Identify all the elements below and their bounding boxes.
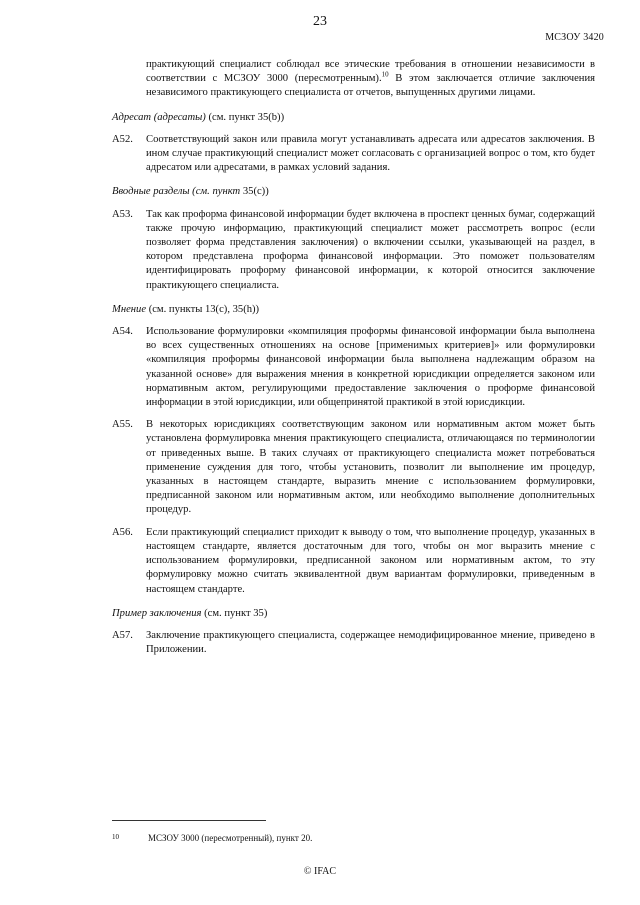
footnote-text: МСЗОУ 3000 (пересмотренный), пункт 20.	[148, 833, 313, 843]
paragraph-a55	[112, 418, 595, 517]
paragraph-a57	[112, 629, 595, 657]
paragraph-number: A56.	[112, 526, 133, 538]
intro-text-continued: В этом заключается отличие заключения независимого практикующего специалиста от отчетов, выпущенных другими лицами.	[146, 73, 595, 99]
heading-ref: (см. пункты 13(c), 35(h))	[146, 303, 260, 315]
paragraph-text: Заключение практикующего специалиста, содержащее немодифицированное мнение, приведено в Приложении.	[146, 629, 595, 656]
paragraph-text: Использование формулировки «компиляция проформы финансовой информации была выполнена во всех существенных отношениях на основе [применимых критериев]» или формулировки «компиляция проформы финансовой информации была выполнена надлежащим образом на указанной основе» для выражения мнения в конкретной юрисдикции определяется законом или нормативным актом, регулирующими предоставление заключения о проформе финансовой информации в этой юрисдикции, или общепринятой практикой в этой юрисдикции.	[146, 326, 595, 409]
heading-title: Пример заключения	[112, 607, 202, 619]
paragraph-text: Соответствующий закон или правила могут устанавливать адресата или адресатов заключения. В ином случае практикующий специалист может согласовать с организацией вопрос о том, кто будет адресатом или адресатами, в рамках условий задания.	[146, 133, 595, 174]
paragraph-number: A53.	[112, 208, 133, 220]
heading-title: Адресат (адресаты)	[112, 111, 206, 123]
page-number: 23	[313, 14, 327, 29]
section-heading-addressee	[112, 111, 595, 125]
paragraph-a53	[112, 208, 595, 293]
page-body	[112, 58, 595, 665]
intro-paragraph	[112, 58, 595, 101]
footnote	[112, 833, 592, 843]
paragraph-text: Так как проформа финансовой информации будет включена в проспект ценных бумаг, содержащий также прочую информацию, практикующий специалист может рассмотреть вопрос (если позволяет форма представления заключения) о включении ссылки, указывающей на раздел, в котором представлена проформа финансовой информации. Это поможет пользователям идентифицировать проформу финансовой информации, к которой относится заключение практикующего специалиста.	[146, 208, 595, 291]
footnote-ref[interactable]: 10	[381, 70, 389, 79]
heading-title: Мнение	[112, 303, 147, 315]
copyright: © IFAC	[303, 866, 337, 877]
heading-title: Вводные разделы (см. пункт	[112, 186, 241, 198]
heading-ref: (см. пункт 35(b))	[205, 111, 285, 123]
footnote-divider	[112, 820, 266, 821]
paragraph-text: Если практикующий специалист приходит к выводу о том, что выполнение процедур, указанных в настоящем стандарте, является достаточным для того, чтобы он мог выразить мнение с использованием формулировки, предписанной законом или нормативным актом, то эту формулировку можно считать эквивалентной двум вариантам формулировки, приведенным в настоящем стандарте.	[146, 526, 595, 595]
section-heading-example	[112, 607, 595, 621]
paragraph-number: A55.	[112, 419, 133, 431]
paragraph-number: A52.	[112, 133, 133, 145]
heading-ref: (см. пункт 35)	[201, 607, 268, 619]
section-heading-opinion	[112, 303, 595, 317]
paragraph-a54	[112, 325, 595, 410]
paragraph-number: A57.	[112, 629, 133, 641]
document-code: МСЗОУ 3420	[545, 32, 604, 43]
paragraph-a52	[112, 133, 595, 176]
heading-ref: 35(c))	[240, 186, 269, 198]
paragraph-a56	[112, 526, 595, 597]
intro-text: практикующий специалист соблюдал все этические требования в отношении независимости в соответствии с МСЗОУ 3000 (пересмотренным).	[146, 59, 595, 85]
paragraph-text: В некоторых юрисдикциях соответствующим законом или нормативным актом может быть установлена формулировка мнения практикующего специалиста, отличающаяся по терминологии от приведенных выше. В таких случаях от практикующего специалиста может потребоваться применение суждения для того, чтобы установить, позволит ли выполнение им процедур, указанных в настоящем стандарте, выразить мнение с использованием формулировки, предписанной законом или нормативным актом, или необходимо выполнение дополнительных процедур.	[146, 419, 595, 516]
footnote-mark: 10	[112, 833, 119, 841]
section-heading-intro-sections	[112, 185, 595, 199]
paragraph-number: A54.	[112, 326, 133, 338]
